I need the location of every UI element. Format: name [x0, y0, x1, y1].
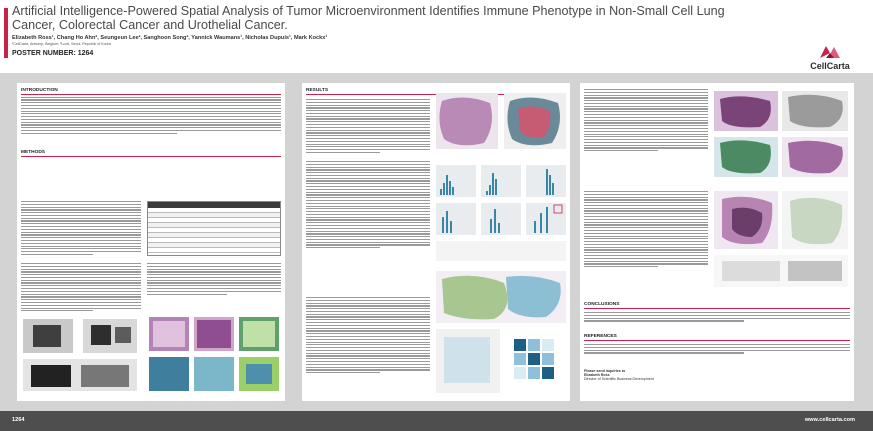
results-text-1: [306, 99, 430, 155]
title-accent-bar: [4, 8, 8, 58]
section-divider: [21, 94, 281, 95]
footer-poster-number: 1264: [12, 417, 25, 423]
introduction-text: [21, 97, 281, 134]
pathologist-method-text: [21, 263, 141, 313]
section-divider: [584, 308, 850, 309]
til-histogram-figure: [434, 163, 568, 263]
author-list: Elizabeth Ross¹, Chang Ho Ahn², Seungeun Lee², Sanghoon Song², Yannick Waumans¹, Nicholas Dupuis¹, Mark Kockx¹: [12, 35, 328, 41]
results-text-3: [306, 297, 430, 375]
contact-role: Director of Scientific Business Development: [584, 377, 654, 381]
logo-wordmark: CellCarta: [810, 61, 850, 71]
results-text-4: [584, 89, 708, 153]
affiliations: ¹CellCarta, Antwerp, Belgium; ²Lunit, Seoul, Republic of Korea: [12, 42, 111, 46]
results-text-2: [306, 161, 430, 250]
poster-number: POSTER NUMBER: 1264: [12, 50, 94, 57]
poster-title: Artificial Intelligence-Powered Spatial Analysis of Tumor Microenvironment Identifies Immune Phenotype in Non-Small Cell Lung Cancer, Colorectal Cancer and Urothelial Cancer.: [12, 4, 725, 32]
poster-header: [0, 0, 873, 82]
pathologist-scoring-figure: [21, 315, 141, 395]
boundary-figure: [712, 189, 850, 289]
results-text-5: [584, 191, 708, 269]
references-list: [584, 344, 850, 355]
contact-name: Elizabeth Ross: [584, 373, 610, 377]
references-heading: REFERENCES: [584, 334, 617, 339]
results-heading: RESULTS: [306, 88, 329, 93]
footer-website-link[interactable]: www.cellcarta.com: [804, 417, 855, 423]
methods-heading: METHODS: [21, 149, 45, 155]
poster-footer: [0, 411, 873, 431]
contact-block: [584, 369, 654, 381]
introduction-heading: INTRODUCTION: [21, 88, 58, 93]
density-comparison-figure: [712, 89, 850, 179]
tissue-segmentation-figure: [434, 91, 568, 155]
conclusions-text: [584, 312, 850, 323]
cellcarta-logo: [800, 44, 860, 74]
ai-analysis-figure: [147, 315, 281, 395]
immune-phenotype-figure: [434, 269, 568, 395]
column-right: [580, 83, 854, 401]
contact-heading: Please send inquiries to: [584, 369, 626, 373]
column-middle: [302, 83, 570, 401]
methods-text: [21, 201, 141, 257]
cohort-table: [147, 201, 281, 256]
cellcarta-logo-icon: [818, 44, 842, 60]
ai-method-text: [147, 263, 281, 296]
section-divider: [21, 156, 281, 157]
column-left: [17, 83, 285, 401]
section-divider: [584, 340, 850, 341]
conclusions-heading: CONCLUSIONS: [584, 302, 620, 307]
